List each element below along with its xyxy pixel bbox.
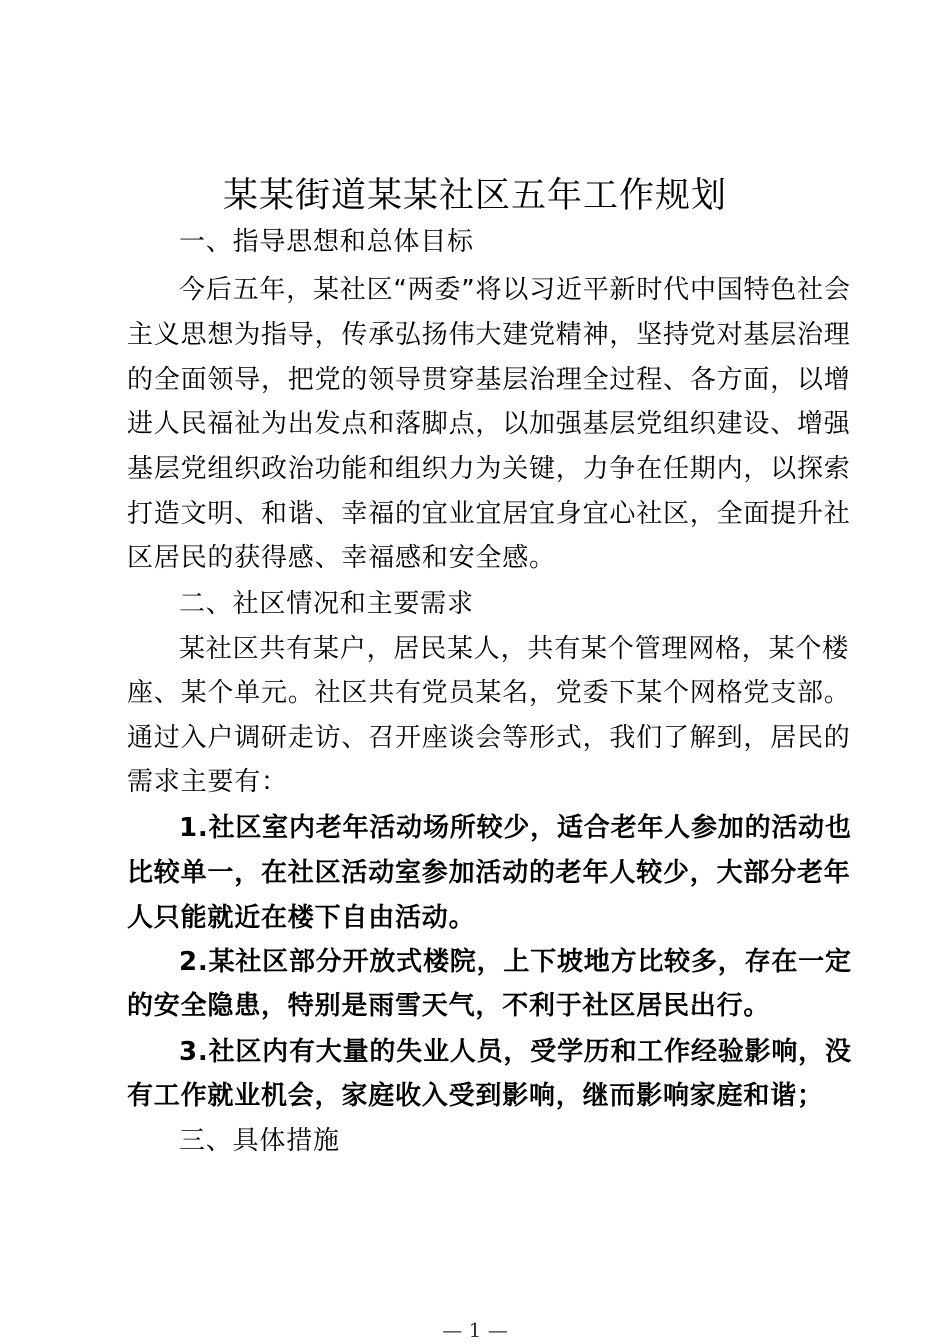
need-item-1-line: 人只能就近在楼下自由活动。 xyxy=(127,903,476,933)
paragraph-line: 座、某个单元。社区共有党员某名，党委下某个网格党支部。 xyxy=(127,678,851,708)
paragraph-line: 的全面领导，把党的领导贯穿基层治理全过程、各方面，以增 xyxy=(127,365,851,395)
paragraph-line: 通过入户调研走访、召开座谈会等形式，我们了解到，居民的 xyxy=(127,723,851,753)
section-heading-3: 三、具体措施 xyxy=(179,1126,340,1156)
section-heading-2: 二、社区情况和主要需求 xyxy=(179,589,474,619)
document-title: 某某街道某某社区五年工作规划 xyxy=(222,176,727,216)
paragraph-line: 主义思想为指导，传承弘扬伟大建党精神，坚持党对基层治理 xyxy=(127,320,851,350)
need-item-1-line: 比较单一，在社区活动室参加活动的老年人较少，大部分老年 xyxy=(127,858,851,888)
section-heading-1: 一、指导思想和总体目标 xyxy=(179,227,474,257)
need-item-1-line: 1.社区室内老年活动场所较少，适合老年人参加的活动也 xyxy=(179,813,852,843)
paragraph-line: 打造文明、和谐、幸福的宜业宜居宜身宜心社区，全面提升社 xyxy=(127,499,851,529)
need-item-2-line: 2.某社区部分开放式楼院，上下坡地方比较多，存在一定 xyxy=(179,947,852,977)
paragraph-line: 今后五年，某社区“两委”将以习近平新时代中国特色社会 xyxy=(179,275,851,305)
paragraph-line: 区居民的获得感、幸福感和安全感。 xyxy=(127,543,556,573)
need-item-3-line: 3.社区内有大量的失业人员，受学历和工作经验影响，没 xyxy=(179,1037,852,1067)
paragraph-line: 需求主要有： xyxy=(127,767,288,797)
paragraph-line: 基层党组织政治功能和组织力为关键，力争在任期内，以探索 xyxy=(127,454,851,484)
paragraph-line: 进人民福祉为出发点和落脚点，以加强基层党组织建设、增强 xyxy=(127,409,851,439)
paragraph-line: 某社区共有某户，居民某人，共有某个管理网格，某个楼 xyxy=(179,634,850,664)
page-number: — 1 — xyxy=(442,1318,508,1342)
need-item-3-line: 有工作就业机会，家庭收入受到影响，继而影响家庭和谐； xyxy=(127,1081,824,1111)
need-item-2-line: 的安全隐患，特别是雨雪天气，不利于社区居民出行。 xyxy=(127,991,771,1021)
